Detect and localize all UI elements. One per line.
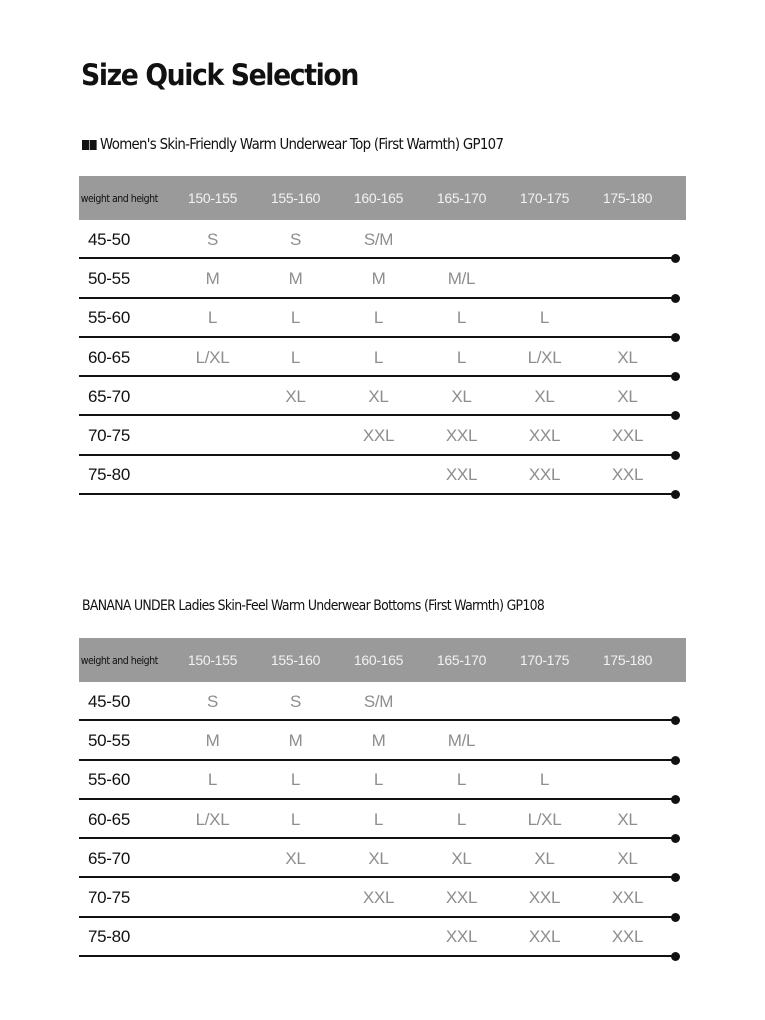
table-row xyxy=(79,259,686,298)
size-cell: L xyxy=(373,770,384,790)
size-cell: L/XL xyxy=(195,347,230,367)
size-cell: M xyxy=(288,268,303,288)
table-row xyxy=(79,220,686,259)
size-cell: L/XL xyxy=(527,347,562,367)
size-cell: L xyxy=(290,308,301,328)
page-title: Size Quick Selection xyxy=(81,58,358,92)
size-cell: XXL xyxy=(611,927,644,947)
size-cell: XL xyxy=(617,848,638,868)
size-cell: L/XL xyxy=(527,809,562,829)
table-row xyxy=(79,721,686,760)
size-cell: XL xyxy=(451,848,472,868)
weight-label: 60-65 xyxy=(88,347,130,367)
header-height-col: 175-180 xyxy=(602,190,653,206)
weight-label: 75-80 xyxy=(88,927,130,947)
size-cell: XXL xyxy=(362,888,395,908)
table-row xyxy=(79,878,686,917)
table-row xyxy=(79,299,686,338)
size-cell: XL xyxy=(368,848,389,868)
table-row xyxy=(79,761,686,800)
table-row xyxy=(79,839,686,878)
size-cell: L xyxy=(539,308,550,328)
weight-label: 55-60 xyxy=(88,308,130,328)
size-cell: S xyxy=(206,691,219,711)
size-cell: L xyxy=(290,347,301,367)
size-cell: S xyxy=(289,229,302,249)
size-cell: XXL xyxy=(445,927,478,947)
weight-label: 65-70 xyxy=(88,848,130,868)
size-cell: L xyxy=(207,770,218,790)
header-height-col: 155-160 xyxy=(270,190,321,206)
size-cell: M/L xyxy=(447,730,476,750)
table-header xyxy=(79,638,686,682)
size-cell: XXL xyxy=(528,465,561,485)
size-cell: L xyxy=(456,809,467,829)
weight-label: 60-65 xyxy=(88,809,130,829)
weight-label: 75-80 xyxy=(88,465,130,485)
size-cell: XL xyxy=(534,386,555,406)
section-title-text: Women's Skin-Friendly Warm Underwear Top (First Warmth) GP107 xyxy=(100,135,504,153)
header-height-col: 160-165 xyxy=(353,652,404,668)
header-height-col: 165-170 xyxy=(436,652,487,668)
size-cell: XXL xyxy=(445,465,478,485)
table-header xyxy=(79,176,686,220)
size-cell: XL xyxy=(617,386,638,406)
header-height-col: 170-175 xyxy=(519,190,570,206)
size-cell: M xyxy=(205,730,220,750)
weight-label: 50-55 xyxy=(88,730,130,750)
row-end-dot-icon xyxy=(671,952,680,961)
weight-label: 55-60 xyxy=(88,770,130,790)
size-cell: XXL xyxy=(611,888,644,908)
table-row xyxy=(79,682,686,721)
size-cell: XXL xyxy=(611,426,644,446)
size-cell: XL xyxy=(534,848,555,868)
header-height-col: 170-175 xyxy=(519,652,570,668)
missing-glyph-icon xyxy=(90,140,97,150)
header-corner-label: weight and height xyxy=(80,191,158,205)
weight-label: 50-55 xyxy=(88,268,130,288)
size-cell: XXL xyxy=(611,465,644,485)
size-cell: L xyxy=(456,347,467,367)
size-cell: XL xyxy=(285,386,306,406)
size-cell: XXL xyxy=(445,426,478,446)
row-end-dot-icon xyxy=(671,490,680,499)
table-row xyxy=(79,800,686,839)
size-cell: XXL xyxy=(528,888,561,908)
table-row xyxy=(79,416,686,455)
weight-label: 45-50 xyxy=(88,691,130,711)
size-cell: XXL xyxy=(528,927,561,947)
size-cell: L xyxy=(373,809,384,829)
size-cell: M xyxy=(371,268,386,288)
size-cell: L xyxy=(373,347,384,367)
table-row xyxy=(79,456,686,495)
size-cell: M xyxy=(205,268,220,288)
header-height-col: 150-155 xyxy=(187,652,238,668)
size-cell: L xyxy=(539,770,550,790)
size-cell: XL xyxy=(617,347,638,367)
missing-glyph-icon xyxy=(82,140,89,150)
header-height-col: 175-180 xyxy=(602,652,653,668)
size-cell: M xyxy=(371,730,386,750)
table-row xyxy=(79,918,686,957)
table-row xyxy=(79,377,686,416)
size-cell: S/M xyxy=(363,229,394,249)
header-height-col: 155-160 xyxy=(270,652,321,668)
section-title-top xyxy=(82,135,503,153)
size-cell: L xyxy=(207,308,218,328)
size-cell: L/XL xyxy=(195,809,230,829)
header-corner-label: weight and height xyxy=(80,653,158,667)
weight-label: 65-70 xyxy=(88,386,130,406)
section-title-text: BANANA UNDER Ladies Skin-Feel Warm Underwear Bottoms (First Warmth) GP108 xyxy=(82,598,545,614)
size-cell: L xyxy=(456,770,467,790)
weight-label: 70-75 xyxy=(88,426,130,446)
size-cell: S xyxy=(289,691,302,711)
table-row xyxy=(79,338,686,377)
size-cell: M/L xyxy=(447,268,476,288)
size-cell: L xyxy=(290,770,301,790)
size-cell: XXL xyxy=(528,426,561,446)
size-cell: L xyxy=(373,308,384,328)
size-cell: XL xyxy=(368,386,389,406)
size-cell: S/M xyxy=(363,691,394,711)
header-height-col: 160-165 xyxy=(353,190,404,206)
size-cell: XXL xyxy=(362,426,395,446)
size-cell: L xyxy=(456,308,467,328)
size-cell: L xyxy=(290,809,301,829)
size-cell: XL xyxy=(451,386,472,406)
size-table-bottom xyxy=(79,638,686,957)
size-cell: XXL xyxy=(445,888,478,908)
header-height-col: 165-170 xyxy=(436,190,487,206)
header-height-col: 150-155 xyxy=(187,190,238,206)
size-cell: XL xyxy=(617,809,638,829)
size-cell: XL xyxy=(285,848,306,868)
size-cell: M xyxy=(288,730,303,750)
weight-label: 45-50 xyxy=(88,229,130,249)
weight-label: 70-75 xyxy=(88,888,130,908)
size-table-top xyxy=(79,176,686,495)
size-cell: S xyxy=(206,229,219,249)
section-title-bottom xyxy=(82,598,544,614)
